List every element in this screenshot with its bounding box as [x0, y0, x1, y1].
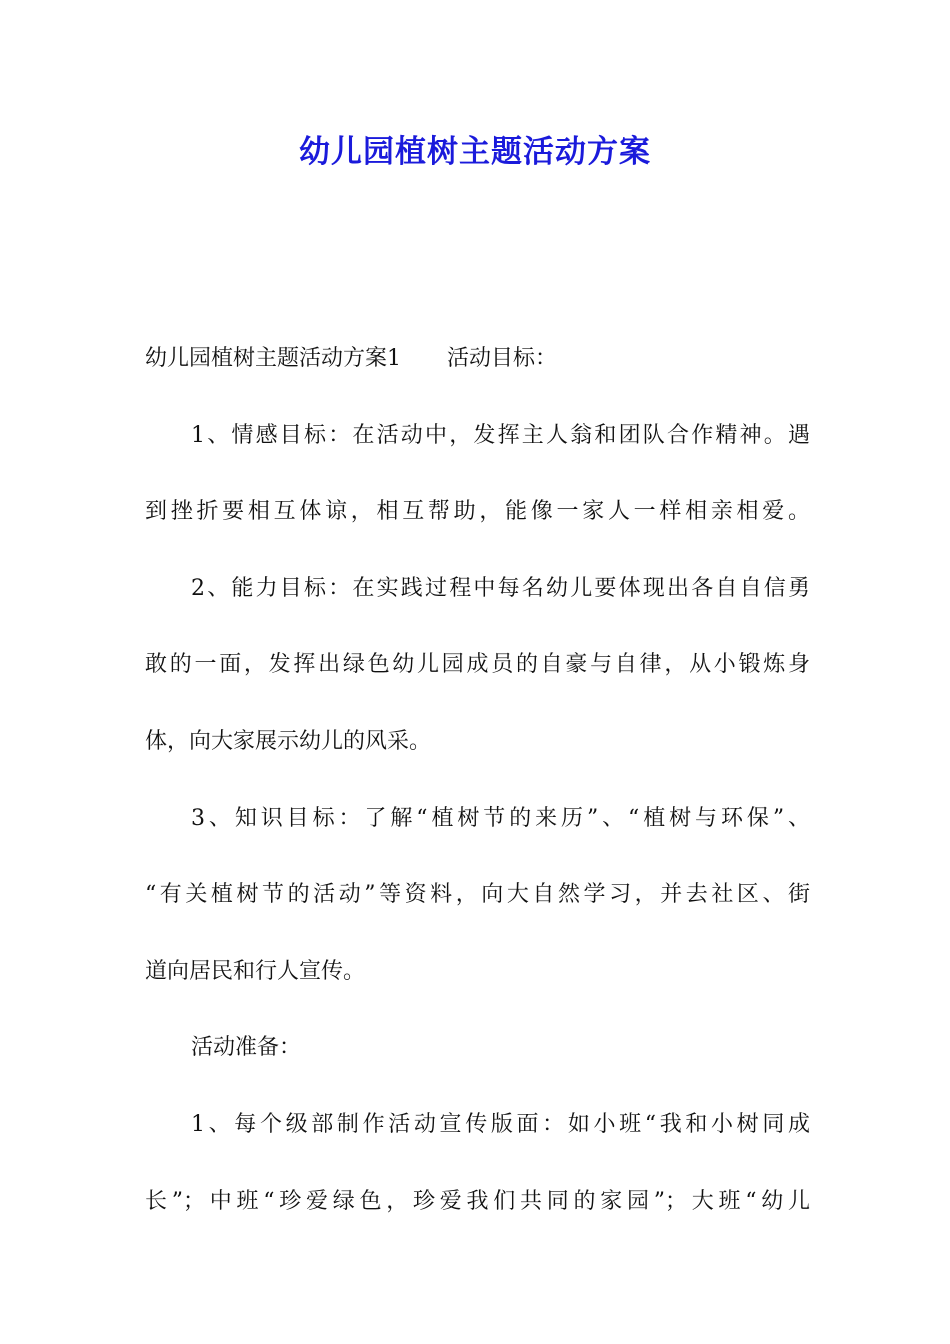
section-heading-preparation: 活动准备：	[191, 1035, 302, 1061]
paragraph-line-3: 到挫折要相互体谅，相互帮助，能像一家人一样相亲相爱。	[145, 499, 810, 525]
paragraph-line-12: 长”；中班“珍爱绿色，珍爱我们共同的家园”；大班“幼儿	[145, 1188, 810, 1214]
plan-heading: 幼儿园植树主题活动方案1	[145, 346, 401, 371]
document-title: 幼儿园植树主题活动方案	[299, 134, 651, 170]
paragraph-line-9: 道向居民和行人宣传。	[145, 958, 366, 984]
document-body	[145, 335, 810, 1254]
paragraph-line-8: “有关植树节的活动”等资料，向大自然学习，并去社区、街	[145, 882, 810, 908]
paragraph-line-7: 3、知识目标：了解“植树节的来历”、“植树与环保”、	[191, 805, 810, 831]
paragraph-line-4: 2、能力目标：在实践过程中每名幼儿要体现出各自自信勇	[191, 575, 810, 601]
section-heading-goals: 活动目标：	[447, 346, 558, 371]
paragraph-line-2: 1、情感目标：在活动中，发挥主人翁和团队合作精神。遇	[191, 422, 810, 448]
paragraph-line-6: 体，向大家展示幼儿的风采。	[145, 728, 432, 754]
paragraph-line-11: 1、每个级部制作活动宣传版面：如小班“我和小树同成	[191, 1111, 810, 1137]
paragraph-line-1	[145, 335, 810, 412]
paragraph-line-5: 敢的一面，发挥出绿色幼儿园成员的自豪与自律，从小锻炼身	[145, 652, 810, 678]
